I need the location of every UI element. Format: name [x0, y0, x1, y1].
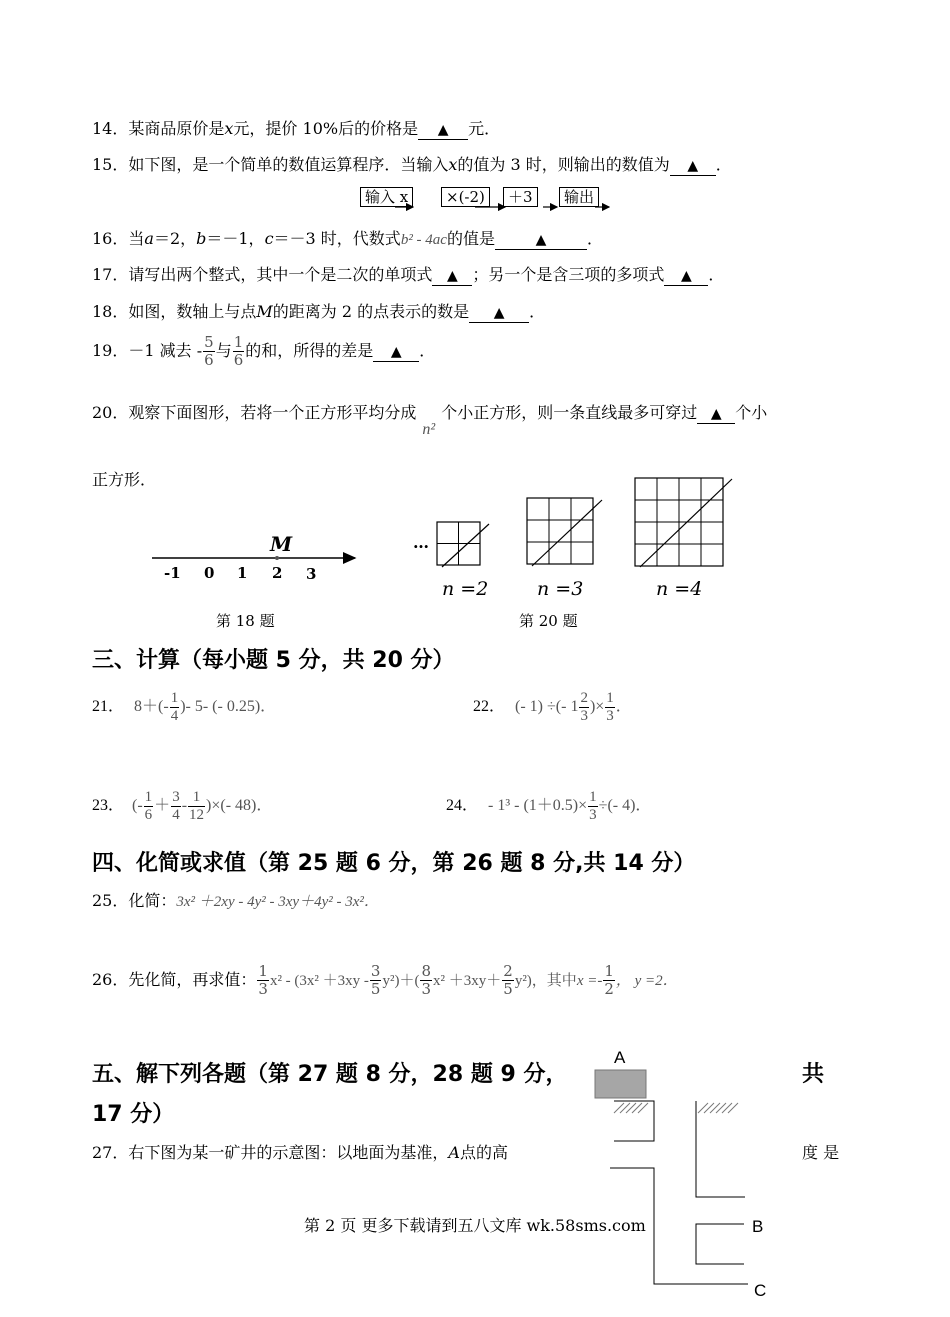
- fraction: $\frac{3}{4}$: [172, 789, 180, 823]
- tick-label: 2: [272, 564, 283, 582]
- figure-caption: 第 18 题: [216, 612, 275, 630]
- ellipsis: …: [413, 533, 429, 552]
- question-17: 17．请写出两个整式，其中一个是二次的单项式 ▲ ；另一个是含三项的多项式 ▲ ．: [92, 265, 725, 284]
- fraction: $\frac{1}{3}$: [258, 962, 268, 998]
- fraction: $\frac{8}{3}$: [421, 962, 432, 998]
- fraction: $\frac{3}{5}$: [370, 962, 381, 998]
- flow-add-box: ＋3: [503, 187, 538, 207]
- question-15: 15．如下图，是一个简单的数值运算程序．当输入x的值为 3 时，则输出的数值为 ▲ ．: [92, 155, 732, 174]
- question-18: 18．如图，数轴上与点M的距离为 2 的点表示的数是 ▲ ．: [92, 302, 546, 321]
- fraction: $\frac{1}{2}$: [604, 962, 614, 998]
- flow-output-box: 输出: [559, 187, 599, 207]
- point-c-label: C: [754, 1281, 767, 1300]
- mine-shaft: [590, 1066, 760, 1302]
- answer-blank: ▲: [469, 303, 529, 323]
- flow-multiply-box: ×(-2): [441, 187, 490, 207]
- question-27: 27．右下图为某一矿井的示意图：以地面为基准，A点的高: [92, 1143, 508, 1162]
- point-m-label: M: [270, 532, 293, 556]
- fraction: $\frac{2}{5}$: [503, 962, 513, 998]
- figure-caption: 第 20 题: [519, 612, 578, 630]
- question-24: 24． - 1³ - (1＋0.5)× $\frac{1}{3}$ ÷(- 4)．: [446, 789, 652, 823]
- grid-n2: [436, 520, 492, 568]
- point-b-label: B: [752, 1217, 764, 1236]
- answer-blank: ▲: [373, 342, 419, 362]
- section-3-title: 三、计算（每小题 5 分，共 20 分）: [92, 648, 455, 673]
- answer-blank: ▲: [670, 156, 716, 176]
- point-a-label: A: [614, 1048, 626, 1067]
- question-23: 23． (- $\frac{1}{6}$ ＋ $\frac{3}{4}$ - $\frac{1}{12}$ )×(- 48)．: [92, 789, 273, 823]
- section-5-title-part: 17 分）: [92, 1102, 175, 1127]
- grid-label: n =3: [537, 578, 584, 600]
- tick-label: 3: [306, 565, 317, 583]
- page-footer: 第 2 页 更多下载请到五八文库 wk.58sms.com: [304, 1216, 646, 1235]
- tick-label: -1: [164, 564, 181, 582]
- fraction: $\frac{1}{12}$: [189, 789, 205, 823]
- grid-n4: [634, 476, 734, 568]
- question-27-continued: 度 是: [802, 1143, 840, 1162]
- grid-label: n =2: [442, 578, 489, 600]
- grid-n3: [526, 496, 606, 568]
- question-20: 20．观察下面图形，若将一个正方形平均分成n²个小正方形，则一条直线最多可穿过 ▲ 个小: [92, 403, 768, 438]
- answer-blank: ▲: [697, 404, 735, 424]
- question-20-continued: 正方形．: [92, 470, 157, 489]
- question-26: 26．先化简，再求值： $\frac{1}{3}$ x² - (3x² ＋3xy - $\frac{3}{5}$ y²)＋( $\frac{8}{3}$ x² ＋3xy＋ $\frac{2}{5}$ y²)，其中x =- $\frac{1}{2}$ ， y =2．: [92, 962, 678, 998]
- section-5-title: 五、解下列各题（第 27 题 8 分，28 题 9 分，: [92, 1062, 568, 1087]
- question-22: 22． (- 1) ÷(- 1 $\frac{2}{3}$ )× $\frac{1}{3}$ ．: [473, 690, 632, 724]
- fraction: $\frac{2}{3}$: [580, 690, 588, 724]
- answer-blank: ▲: [418, 120, 468, 140]
- flow-input-box: 输入 x: [360, 187, 413, 207]
- grid-label: n =4: [656, 578, 703, 600]
- question-21: 21． 8＋(- $\frac{1}{4}$ )- 5- (- 0.25)．: [92, 690, 277, 724]
- fraction: $\frac{1}{6}$: [233, 333, 244, 369]
- tick-label: 1: [237, 564, 248, 582]
- tick-label: 0: [204, 564, 215, 582]
- fraction: $\frac{1}{6}$: [144, 789, 153, 823]
- question-25: 25．化简：3x² ＋2xy - 4y² - 3xy＋4y² - 3x²．: [92, 891, 379, 910]
- question-14: 14．某商品原价是x元，提价 10%后的价格是 ▲ 元．: [92, 119, 501, 138]
- section-4-title: 四、化简或求值（第 25 题 6 分，第 26 题 8 分,共 14 分）: [92, 851, 696, 876]
- answer-blank: ▲: [495, 230, 587, 250]
- answer-blank: ▲: [664, 266, 708, 286]
- fraction: $\frac{5}{6}$: [204, 333, 214, 369]
- fraction: $\frac{1}{3}$: [589, 789, 597, 823]
- fraction: $\frac{1}{3}$: [606, 690, 614, 724]
- question-19: 19．－1 减去 - $\frac{5}{6}$ 与 $\frac{1}{6}$ 的和，所得的差是 ▲ ．: [92, 333, 436, 369]
- fraction: $\frac{1}{4}$: [170, 690, 179, 724]
- question-16: 16．当a＝2，b＝－1，c＝－3 时，代数式b² - 4ac的值是 ▲ ．: [92, 229, 603, 248]
- answer-blank: ▲: [432, 266, 472, 286]
- section-5-title-part: 共: [802, 1062, 825, 1087]
- flow-arrows: [355, 195, 615, 215]
- number-line: [150, 548, 365, 568]
